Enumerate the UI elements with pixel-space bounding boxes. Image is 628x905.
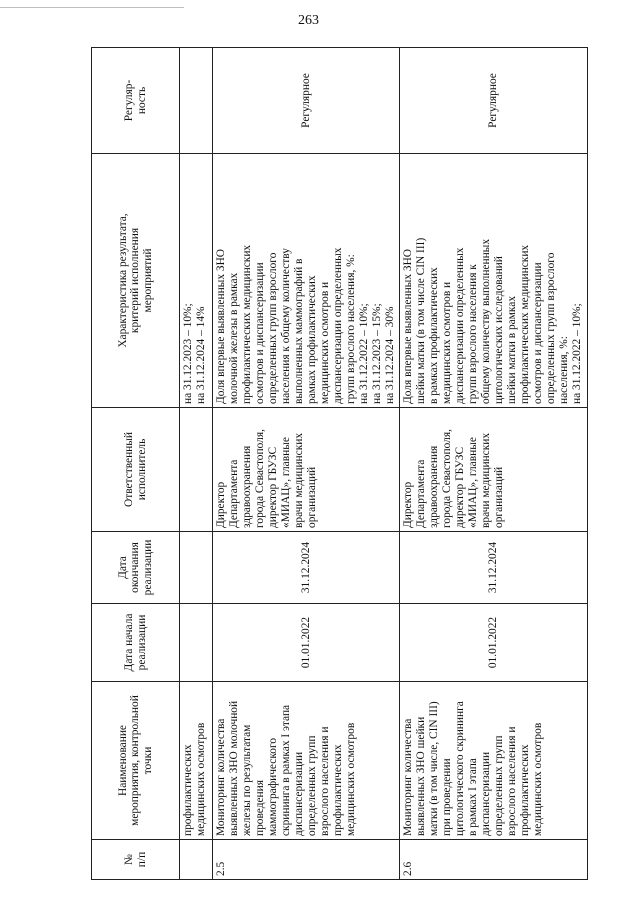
row-regularity: Регулярное — [213, 48, 400, 154]
table-row — [400, 48, 588, 880]
header-name: Наименование мероприятия, контрольной точки — [92, 682, 180, 840]
row-regularity — [180, 48, 213, 154]
row-end: 31.12.2024 — [400, 532, 588, 604]
row-end — [180, 532, 213, 604]
row-name: Мониторинг количества выявленных ЗНО шейки матки (в том числе, CIN III) при проведении цитологического скрининга в рамках I этапа диспансеризации определенных групп взрослого населения и профилактических медицинских осмотров — [400, 682, 588, 840]
row-result: Доля впервые выявленных ЗНО молочной железы в рамках профилактических медицинских осмотров и диспансеризации определенных групп взрослого населения к общему количеству выполненных маммографий в рамках профилактических медицинских осмотров и диспансеризации определенных групп взрослого населения, %: на 31.12.2022 – 10%; на 31.12.2023 – 15%; на 31.12.2024 – 30% — [213, 154, 400, 408]
row-end: 31.12.2024 — [213, 532, 400, 604]
row-result: на 31.12.2023 – 10%; на 31.12.2024 – 14% — [180, 154, 213, 408]
row-result: Доля впервые выявленных ЗНО шейки матки (в том числе CIN III) в рамках профилактических медицинских осмотров и диспансеризации определенных групп взрослого населения к общему количеству выполненных цитологических исследований шейки матки в рамках профилактических медицинских осмотров и диспансеризации определенных групп взрослого населения, %: на 31.12.2022 – 10%; — [400, 154, 588, 408]
row-no: 2.6 — [400, 840, 588, 880]
row-responsible: Директор Департамента здравоохранения города Севастополя, директор ГБУЗС «МИАЦ», главные врачи медицинских организаций — [213, 408, 400, 532]
row-start — [180, 604, 213, 682]
header-regularity: Регуляр- ность — [92, 48, 180, 154]
header-no: № п/п — [92, 840, 180, 880]
row-start: 01.01.2022 — [400, 604, 588, 682]
row-name: профилактических медицинских осмотров — [180, 682, 213, 840]
header-end: Дата окончания реализации — [92, 532, 180, 604]
table-row — [213, 48, 400, 880]
row-responsible: Директор Департамента здравоохранения города Севастополя, директор ГБУЗС «МИАЦ», главные врачи медицинских организаций — [400, 408, 588, 532]
row-regularity: Регулярное — [400, 48, 588, 154]
header-row — [92, 48, 180, 880]
row-start: 01.01.2022 — [213, 604, 400, 682]
activities-table — [91, 47, 588, 880]
header-result: Характеристика результата, критерий исполнения мероприятий — [92, 154, 180, 408]
header-responsible: Ответственный исполнитель — [92, 408, 180, 532]
row-name: Мониторинг количества выявленных ЗНО молочной железы по результатам проведения маммографического скрининга в рамках I этапа диспансеризации определенных групп взрослого населения и профилактических медицинских осмотров — [213, 682, 400, 840]
row-no: 2.5 — [213, 840, 400, 880]
row-responsible — [180, 408, 213, 532]
table-row — [180, 48, 213, 880]
page-number: 263 — [298, 13, 319, 28]
header-start: Дата начала реализации — [92, 604, 180, 682]
top-rule — [0, 7, 184, 8]
row-no — [180, 840, 213, 880]
rotated-table-container — [91, 48, 587, 880]
